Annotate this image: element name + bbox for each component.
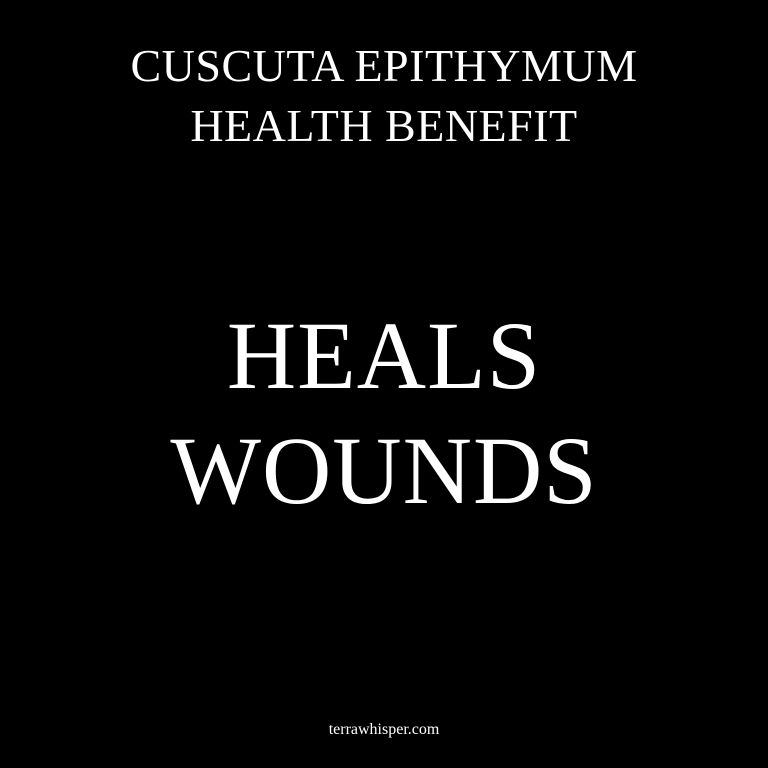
plant-name-title: CUSCUTA EPITHYMUM bbox=[130, 40, 638, 91]
benefit-headline-line-1: HEALS bbox=[226, 302, 542, 409]
health-benefit-subtitle: HEALTH BENEFIT bbox=[190, 100, 578, 151]
benefit-headline-line-2: WOUNDS bbox=[170, 417, 598, 524]
website-credit: terrawhisper.com bbox=[328, 721, 440, 738]
